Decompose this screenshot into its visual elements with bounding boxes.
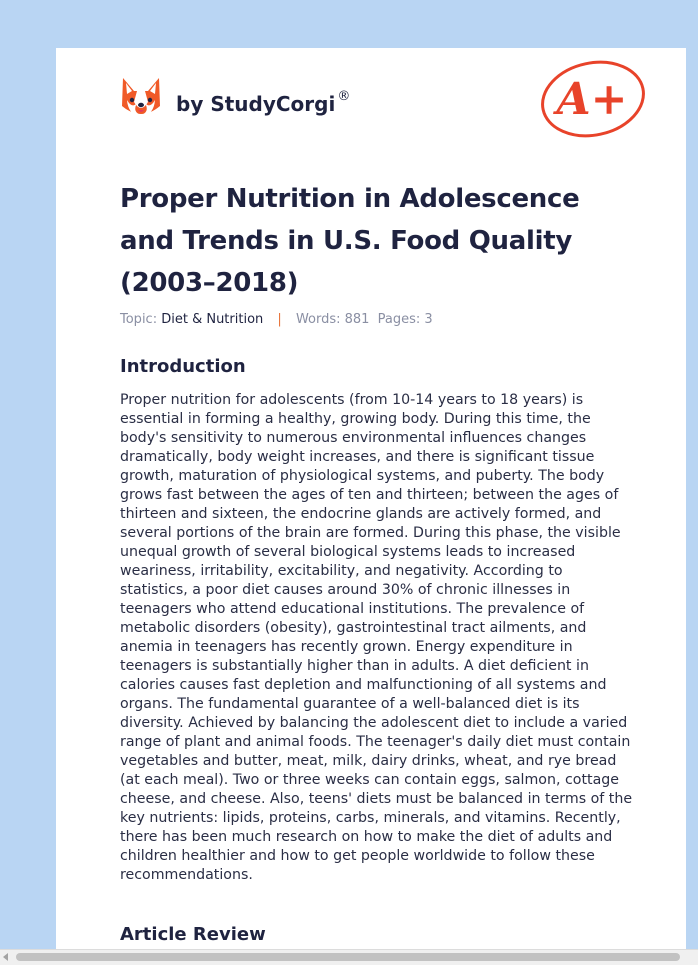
- grade-a-plus-badge: [538, 58, 648, 140]
- document-page: [56, 48, 686, 964]
- introduction-heading: Introduction: [120, 356, 246, 377]
- svg-text:A+: A+: [556, 74, 628, 125]
- scrollbar-thumb[interactable]: [16, 953, 680, 961]
- corgi-icon: [120, 76, 162, 122]
- meta-separator: |: [277, 312, 282, 327]
- page-title: Proper Nutrition in Adolescence and Trends in U.S. Food Quality (2003–2018): [120, 184, 580, 298]
- topic-link[interactable]: Diet & Nutrition: [161, 312, 264, 327]
- word-count: Words: 881: [295, 312, 370, 327]
- studycorgi-logo[interactable]: [120, 76, 380, 126]
- document-meta: [120, 312, 433, 327]
- article-review-heading: Article Review: [120, 924, 266, 945]
- introduction-text: Proper nutrition for adolescents (from 10-14 years to 18 years) is essential in forming a healthy, growing body. During this time, the body's sensitivity to numerous environmental influences changes dramatically, body weight increases, and there is significant tissue growth, maturation of physiological systems, and puberty. The body grows fast between the ages of ten and thirteen; between the ages of thirteen and sixteen, the endocrine glands are actively formed, and several portions of the brain are formed. During this phase, the visible unequal growth of several biological systems leads to increased weariness, irritability, excitability, and negativity. According to statistics, a poor diet causes around 30% of chronic illnesses in teenagers who attend educational institutions. The prevalence of metabolic disorders (obesity), gastrointestinal tract ailments, and anemia in teenagers has recently grown. Energy expenditure in teenagers is substantially higher than in adults. A diet deficient in calories causes fast depletion and malfunctioning of all systems and organs. The fundamental guarantee of a well-balanced diet is its diversity. Achieved by balancing the adolescent diet to include a varied range of plant and animal foods. The teenager's daily diet must contain vegetables and butter, meat, milk, dairy drinks, wheat, and rye bread (at each meal). Two or three weeks can contain eggs, salmon, cottage cheese, and cheese. Also, teens' diets must be balanced in terms of the key nutrients: lipids, proteins, carbs, minerals, and vitamins. Recently, there has been much research on how to make the diet of adults and children healthier and how to get people worldwide to follow these recommendations.: [120, 392, 633, 883]
- page-count: Pages: 3: [377, 312, 433, 327]
- horizontal-scrollbar[interactable]: [0, 949, 698, 965]
- scroll-left-icon[interactable]: [3, 953, 8, 961]
- brand-name: by StudyCorgi ®: [176, 89, 351, 116]
- topic-label: Topic:: [120, 312, 158, 327]
